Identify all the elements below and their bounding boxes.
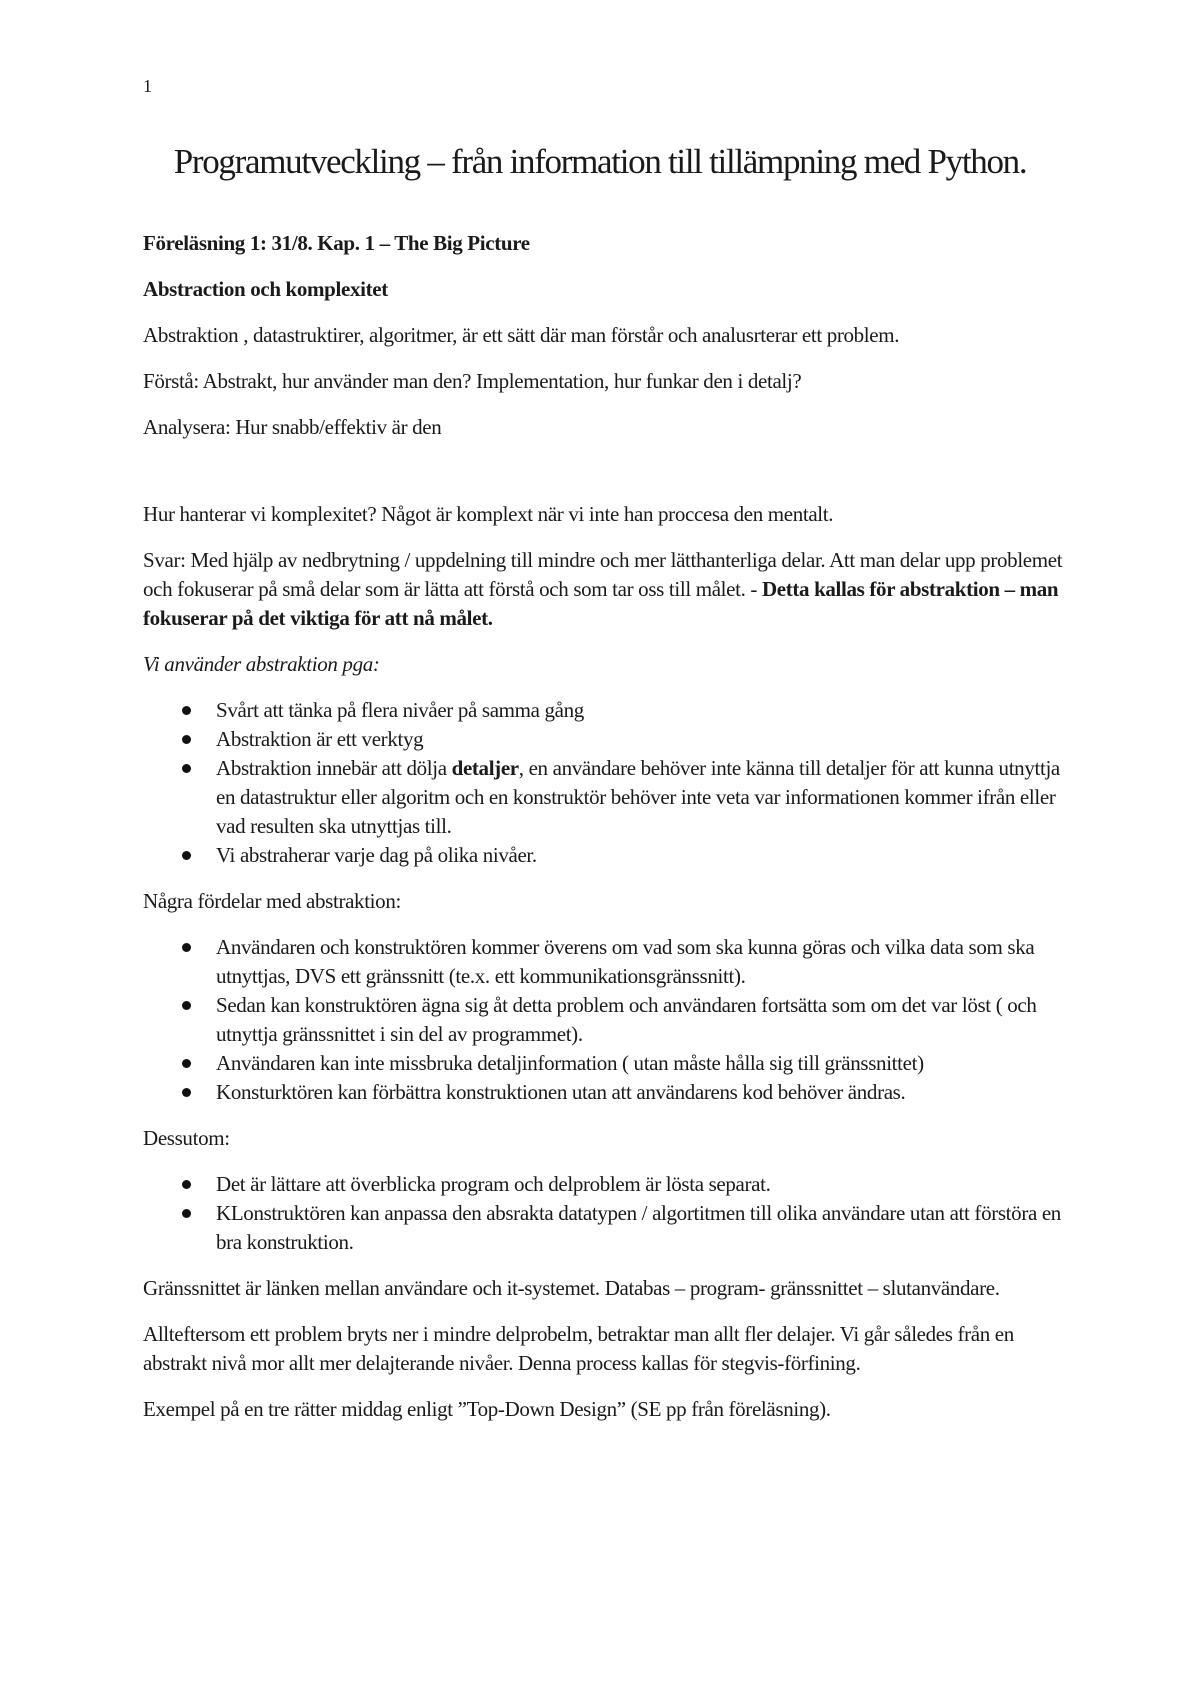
- answer-emphasis: Detta kallas för abstraktion – man fokuserar på det viktiga för att nå målet.: [143, 577, 1059, 630]
- list-item: [143, 991, 1073, 1049]
- intro-paragraph: Analysera: Hur snabb/effektiv är den: [143, 415, 442, 439]
- list-item: [143, 1078, 1073, 1107]
- list-item-text: KLonstruktören kan anpassa den absrakta datatypen / algortitmen till olika användare utan att förstöra en bra konstruktion.: [216, 1201, 1061, 1254]
- bullet-icon: [182, 735, 191, 744]
- list-item: [143, 696, 1073, 725]
- bullet-icon: [182, 1088, 191, 1097]
- list-item-text: Abstraktion är ett verktyg: [216, 727, 424, 751]
- example-paragraph: Exempel på en tre rätter middag enligt ”Top-Down Design” (SE pp från föreläsning).: [143, 1397, 831, 1421]
- bullet-icon: [182, 851, 191, 860]
- moreover-heading: Dessutom:: [143, 1126, 230, 1150]
- answer-paragraph: [143, 546, 1073, 633]
- list-item: [143, 1199, 1073, 1257]
- complexity-question: Hur hanterar vi komplexitet? Något är komplext när vi inte han proccesa den mentalt.: [143, 502, 834, 526]
- list-item: [143, 725, 1073, 754]
- intro-paragraph: Förstå: Abstrakt, hur använder man den? Implementation, hur funkar den i detalj?: [143, 369, 802, 393]
- list-item-text: Sedan kan konstruktören ägna sig åt detta problem och användaren fortsätta som om det var löst ( och utnyttja gränssnittet i sin del av programmet).: [216, 993, 1037, 1046]
- moreover-list: [143, 1170, 1073, 1257]
- intro-paragraph: Abstraktion , datastruktirer, algoritmer, är ett sätt där man förstår och analusrterar ett problem.: [143, 323, 900, 347]
- bullet-icon: [182, 706, 191, 715]
- list-item-text: Användaren och konstruktören kommer överens om vad som ska kunna göras och vilka data som ska utnyttjas, DVS ett gränssnitt (te.x. ett kommunikationsgränssnitt).: [216, 935, 1035, 988]
- bullet-icon: [182, 1209, 191, 1218]
- bullet-icon: [182, 1180, 191, 1189]
- list-item-text: Svårt att tänka på flera nivåer på samma gång: [216, 698, 584, 722]
- answer-text: Svar: Med hjälp av nedbrytning / uppdelning till mindre och mer lätthanterliga delar. Att man delar upp problemet och fokuserar på små delar som är lätta att förstå och som tar oss till målet. -: [143, 548, 1063, 601]
- list-item-text: Användaren kan inte missbruka detaljinformation ( utan måste hålla sig till gränssnittet): [216, 1051, 924, 1075]
- list-item: [143, 754, 1073, 841]
- advantages-list: [143, 933, 1073, 1107]
- list-item: [143, 933, 1073, 991]
- reasons-heading: Vi använder abstraktion pga:: [143, 652, 380, 676]
- bullet-icon: [182, 943, 191, 952]
- list-item-text: Abstraktion innebär att dölja: [216, 756, 452, 780]
- reasons-list: [143, 696, 1073, 870]
- lecture-heading: Föreläsning 1: 31/8. Kap. 1 – The Big Picture: [143, 231, 530, 255]
- blank-line: [143, 459, 1073, 500]
- list-item-text: Vi abstraherar varje dag på olika nivåer.: [216, 843, 537, 867]
- advantages-heading: Några fördelar med abstraktion:: [143, 889, 401, 913]
- page-number: 1: [143, 76, 152, 96]
- bullet-icon: [182, 1059, 191, 1068]
- list-item: [143, 1170, 1073, 1199]
- section-heading: Abstraction och komplexitet: [143, 277, 388, 301]
- interface-paragraph: Gränssnittet är länken mellan användare och it-systemet. Databas – program- gränssnittet – slutanvändare.: [143, 1276, 1000, 1300]
- document-body: [143, 229, 1073, 1441]
- list-item: [143, 841, 1073, 870]
- bullet-icon: [182, 1001, 191, 1010]
- refinement-paragraph: Allteftersom ett problem bryts ner i mindre delprobelm, betraktar man allt fler delajer. Vi går således från en abstrakt nivå mor allt mer delajterande nivåer. Denna process kallas för stegvis-förfining.: [143, 1322, 1014, 1375]
- list-item-emphasis: detaljer: [451, 756, 519, 780]
- list-item-text: Konsturktören kan förbättra konstruktionen utan att användarens kod behöver ändras.: [216, 1080, 906, 1104]
- list-item-text: , en användare behöver inte känna till detaljer för att kunna utnyttja en datastruktur eller algoritm och en konstruktör behöver inte veta var informationen kommer ifrån eller vad resulten ska utnyttjas till.: [216, 756, 1060, 838]
- document-title: Programutveckling – från information till tillämpning med Python.: [173, 142, 1027, 181]
- list-item: [143, 1049, 1073, 1078]
- list-item-text: Det är lättare att överblicka program och delproblem är lösta separat.: [216, 1172, 771, 1196]
- bullet-icon: [182, 764, 191, 773]
